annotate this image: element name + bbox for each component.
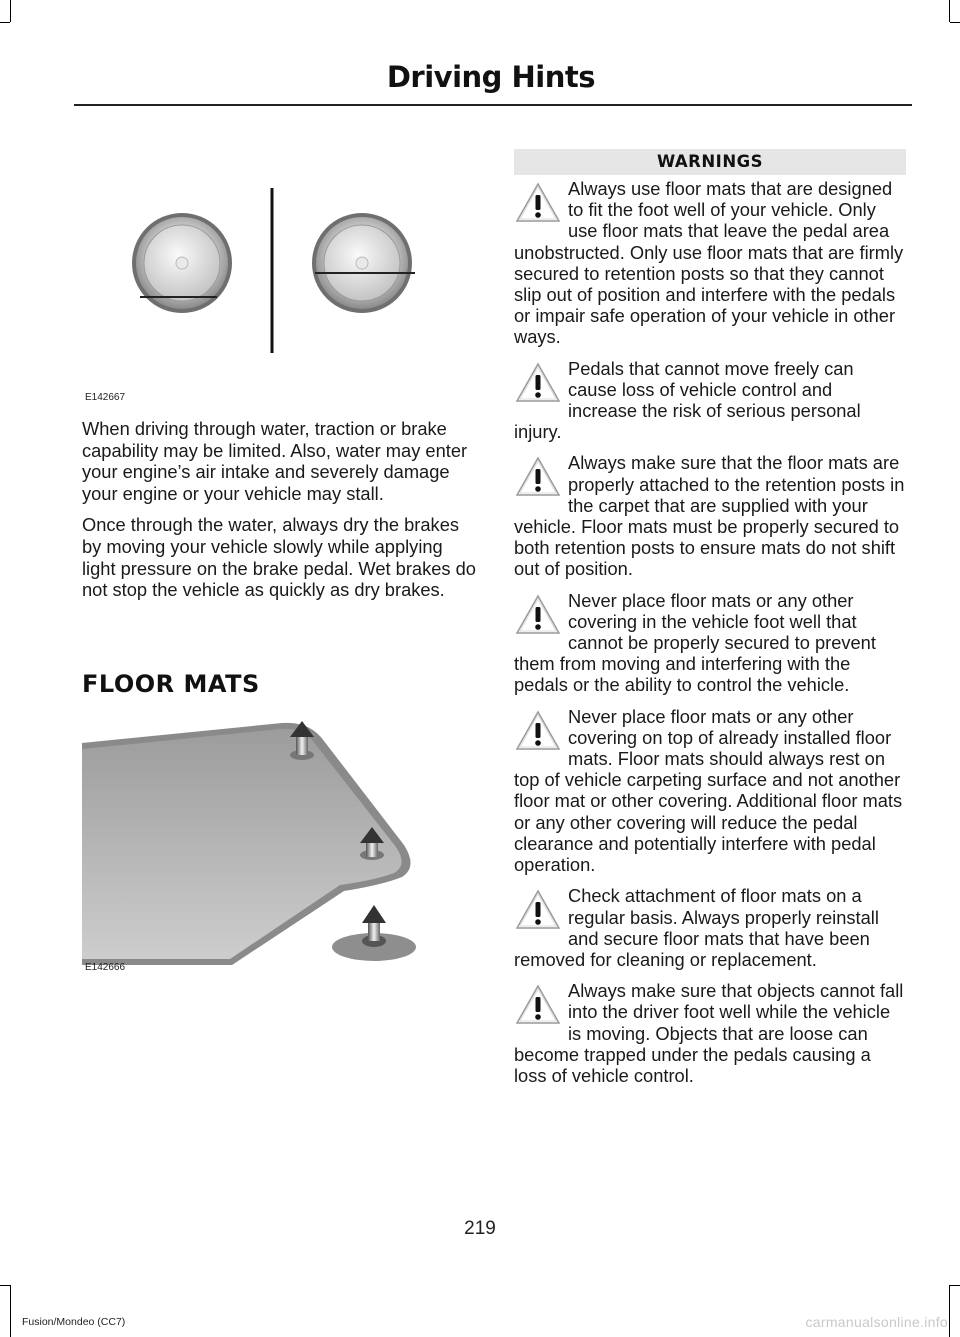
warning-item: [514, 452, 906, 579]
crop-mark: [10, 1285, 11, 1337]
crop-mark: [0, 1285, 10, 1286]
warning-triangle-icon: [514, 887, 566, 937]
warning-triangle-icon: [514, 454, 566, 504]
watermark: carmanualsonline.info: [805, 1314, 948, 1330]
warning-text: Always use floor mats that are designed to fit the foot well of your vehicle. Only use floor mats that leave the pedal area unobstructed. Only use floor mats that are firmly secured to retention posts so that they cannot slip out of position and interfere with the pedals or impair safe operation of your vehicle in other ways.: [514, 178, 904, 348]
warning-text: Check attachment of floor mats on a regular basis. Always properly reinstall and secure floor mats that have been removed for cleaning or replacement.: [514, 885, 879, 970]
warning-text: Never place floor mats or any other covering on top of already installed floor mats. Floor mats should always rest on top of vehicle carpeting surface and not another floor mat or other covering. Additional floor mats or any other covering will reduce the pedal clearance and potentially interfere with pedal operation.: [514, 705, 903, 876]
crop-mark: [949, 1285, 950, 1337]
warning-item: [514, 885, 906, 970]
warnings-banner: WARNINGS: [514, 149, 906, 175]
warning-triangle-icon: [514, 360, 566, 410]
wheel-left: [132, 213, 232, 313]
retention-post-arrow: [332, 905, 416, 961]
figure-id-label: E142667: [85, 392, 126, 403]
page-number: 219: [464, 1218, 496, 1239]
warning-item: [514, 590, 906, 696]
floor-mat-illustration: [82, 715, 474, 980]
crop-mark: [10, 0, 11, 22]
header-divider: [74, 104, 912, 106]
section-title: Driving Hints: [386, 60, 595, 94]
warning-text: Always make sure that the floor mats are properly attached to the retention posts in the carpet that are supplied with your vehicle. Floor mats must be properly secured to both retention posts to ensure mats do not shift out of position.: [514, 452, 905, 580]
wheel-right: [312, 213, 415, 313]
warnings-list: [514, 178, 906, 1096]
water-driving-text: [82, 418, 476, 611]
model-label: Fusion/Mondeo (CC7): [22, 1316, 126, 1328]
water-depth-illustration: [82, 165, 474, 410]
wheel-water-diagram: [82, 165, 474, 410]
figure-id-label: E142666: [85, 962, 126, 973]
warning-item: [514, 706, 906, 876]
floor-mats-heading: FLOOR MATS: [82, 670, 260, 698]
warning-triangle-icon: [514, 708, 566, 758]
warning-text: Always make sure that objects cannot fall into the driver foot well while the vehicle is moving. Objects that are loose can become trapped under the pedals causing a loss of vehicle control.: [514, 980, 904, 1086]
crop-mark: [0, 22, 10, 23]
crop-mark: [950, 22, 960, 23]
crop-mark: [950, 1285, 960, 1286]
paragraph-traction: When driving through water, traction or brake capability may be limited. Also, water may enter your engine’s air intake and severely damage your engine or your vehicle may stall.: [82, 418, 468, 504]
warning-text: Never place floor mats or any other covering in the vehicle foot well that cannot be properly secured to prevent them from moving and interfering with the pedals or the ability to control the vehicle.: [514, 589, 876, 696]
crop-mark: [949, 0, 950, 22]
paragraph-dry-brakes: Once through the water, always dry the brakes by moving your vehicle slowly while applying light pressure on the brake pedal. Wet brakes do not stop the vehicle as quickly as dry brakes.: [82, 514, 476, 601]
warning-item: [514, 358, 906, 443]
warning-triangle-icon: [514, 592, 566, 642]
warning-text: Pedals that cannot move freely can cause loss of vehicle control and increase the risk of serious personal injury.: [514, 357, 861, 443]
warning-item: [514, 178, 906, 348]
warning-triangle-icon: [514, 180, 566, 230]
floor-mat-diagram: [82, 715, 474, 980]
warning-triangle-icon: [514, 982, 566, 1032]
warning-item: [514, 980, 906, 1086]
